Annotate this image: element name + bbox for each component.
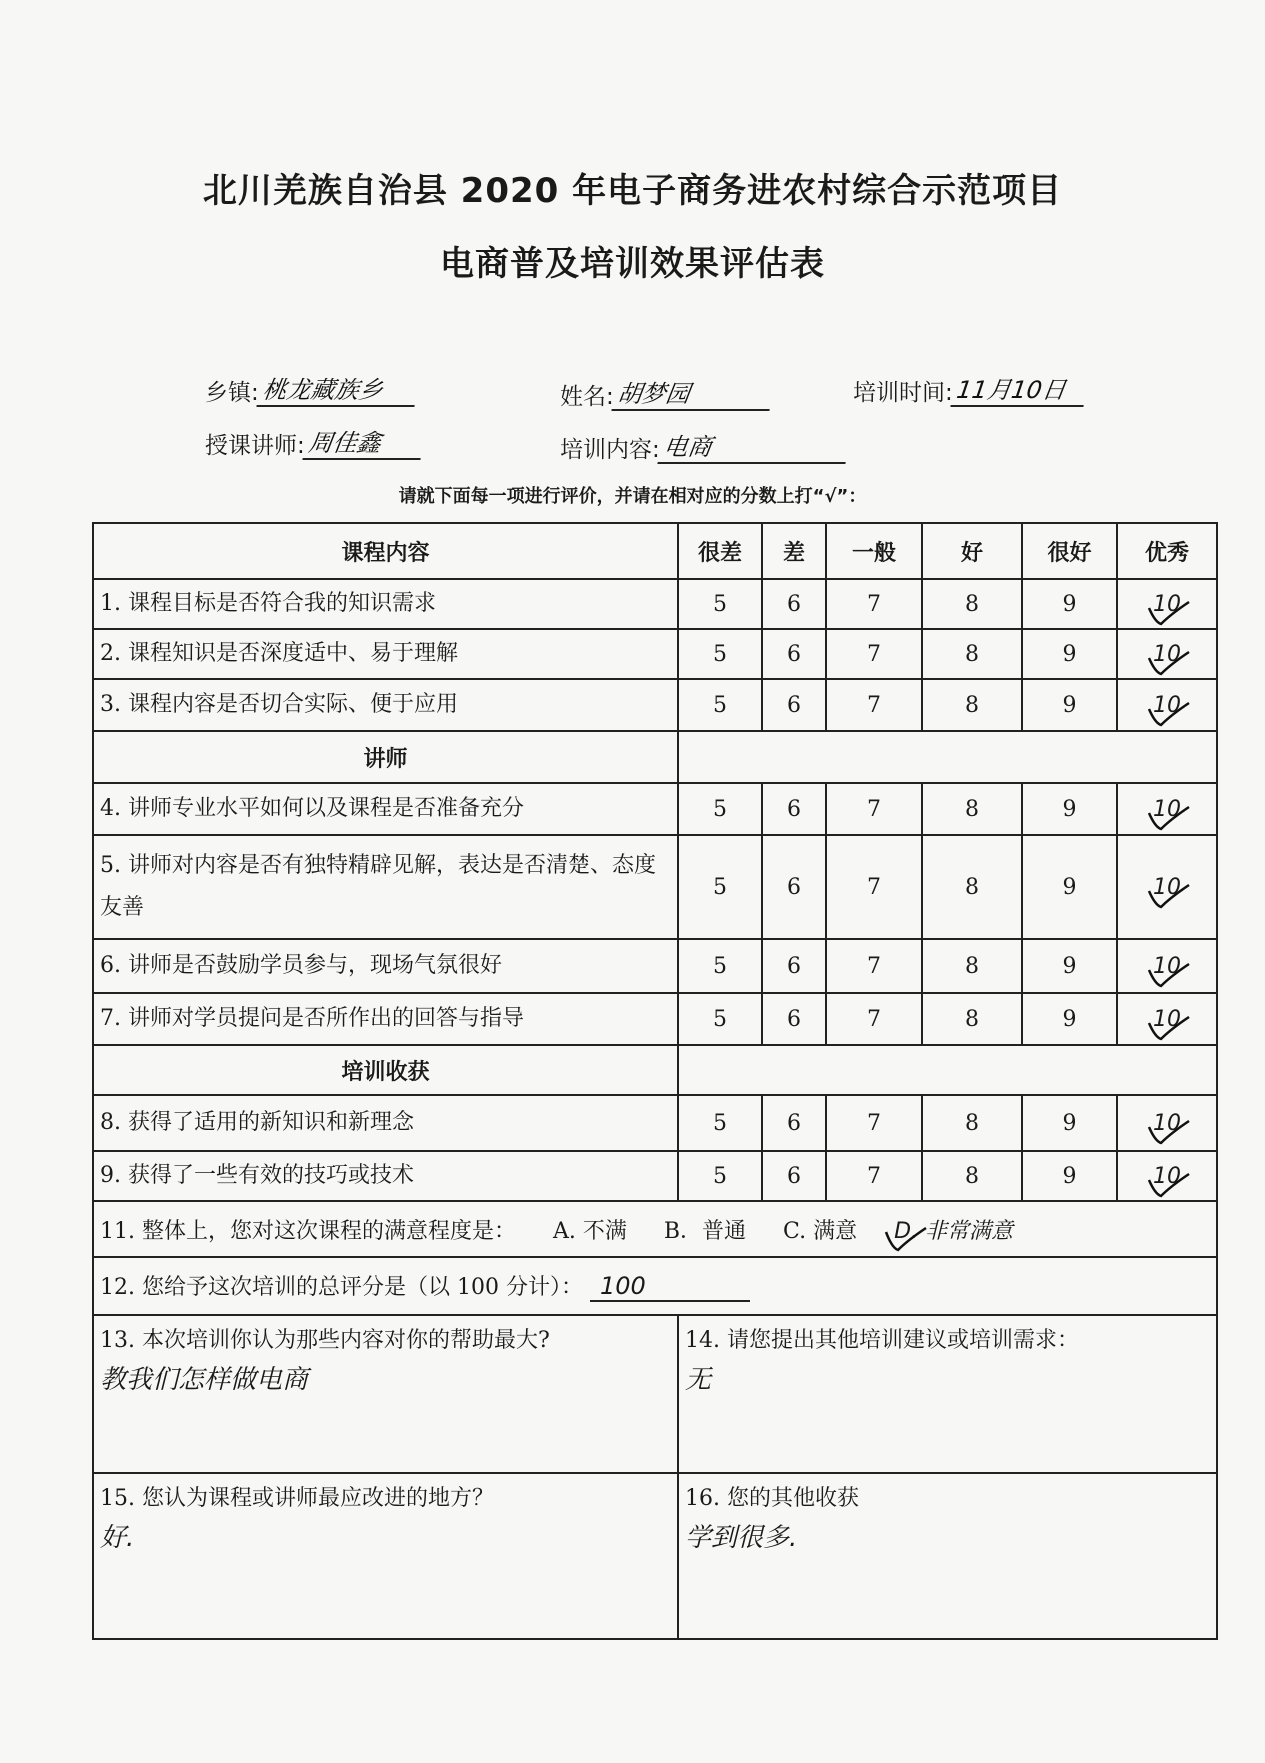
- score-option[interactable]: 7: [826, 1095, 922, 1151]
- form-title-line1: 北川羌族自治县 2020 年电子商务进农村综合示范项目: [202, 171, 1063, 211]
- name-label: 姓名:: [560, 384, 614, 410]
- tick-mark-icon: [1147, 883, 1191, 913]
- score-option[interactable]: 6: [762, 993, 826, 1045]
- section-row: [93, 731, 1217, 783]
- question-text: 7. 讲师对学员提问是否所作出的回答与指导: [93, 993, 678, 1045]
- teacher-field: [205, 423, 423, 460]
- question-text: 8. 获得了适用的新知识和新理念: [93, 1095, 678, 1151]
- score-option[interactable]: 6: [762, 579, 826, 629]
- name-value: 胡梦园: [611, 374, 774, 411]
- score-option[interactable]: 8: [922, 629, 1022, 679]
- q14-cell: [678, 1315, 1217, 1473]
- q15-answer[interactable]: 好.: [100, 1523, 135, 1553]
- score-value: 10: [1153, 1163, 1181, 1189]
- table-row: [93, 783, 1217, 835]
- option-d-label: D. 非常满意: [894, 1218, 1014, 1244]
- score-option[interactable]: 5: [678, 993, 762, 1045]
- option-a[interactable]: A. 不满: [552, 1218, 627, 1244]
- q13-cell: [93, 1315, 678, 1473]
- score-option[interactable]: 8: [922, 939, 1022, 993]
- teacher-value: 周佳鑫: [302, 423, 425, 460]
- score-option[interactable]: 6: [762, 783, 826, 835]
- q14-answer[interactable]: 无: [685, 1365, 712, 1395]
- score-option[interactable]: 8: [922, 579, 1022, 629]
- evaluation-table: [92, 522, 1218, 1640]
- town-label: 乡镇:: [205, 380, 259, 406]
- score-option[interactable]: 8: [922, 835, 1022, 939]
- score-option[interactable]: 7: [826, 783, 922, 835]
- score-option-checked[interactable]: [1117, 1151, 1217, 1201]
- header-very-poor: 很差: [678, 523, 762, 579]
- score-option[interactable]: 5: [678, 1095, 762, 1151]
- header-row: [93, 523, 1217, 579]
- q15-cell: [93, 1473, 678, 1639]
- header-good: 好: [922, 523, 1022, 579]
- table-row: [93, 679, 1217, 731]
- score-option[interactable]: 9: [1022, 679, 1117, 731]
- score-option-checked[interactable]: [1117, 993, 1217, 1045]
- tick-mark-icon: [884, 1226, 928, 1256]
- score-option[interactable]: 7: [826, 1151, 922, 1201]
- score-option[interactable]: 7: [826, 679, 922, 731]
- score-option[interactable]: 5: [678, 783, 762, 835]
- teacher-label: 授课讲师:: [205, 433, 305, 459]
- header-poor: 差: [762, 523, 826, 579]
- town-value: 桃龙藏族乡: [256, 370, 419, 407]
- header-excellent: 优秀: [1117, 523, 1217, 579]
- tick-mark-icon: [1147, 805, 1191, 835]
- town-field: [205, 370, 417, 407]
- score-option[interactable]: 6: [762, 1151, 826, 1201]
- section-row: [93, 1045, 1217, 1095]
- time-label: 培训时间:: [853, 380, 953, 406]
- score-option-checked[interactable]: [1117, 939, 1217, 993]
- score-option[interactable]: 6: [762, 1095, 826, 1151]
- score-option[interactable]: 9: [1022, 835, 1117, 939]
- time-value: 11月10日: [950, 370, 1088, 407]
- score-option[interactable]: 7: [826, 993, 922, 1045]
- instruction-text: 请就下面每一项进行评价，并请在相对应的分数上打“√”：: [398, 486, 867, 507]
- score-option[interactable]: 5: [678, 629, 762, 679]
- score-value: 10: [1153, 641, 1181, 667]
- score-value: 10: [1153, 692, 1181, 718]
- tick-mark-icon: [1147, 701, 1191, 731]
- score-option[interactable]: 9: [1022, 629, 1117, 679]
- score-value: 10: [1153, 796, 1181, 822]
- satisfaction-cell: [93, 1201, 1217, 1257]
- checkmark-icon: [1153, 592, 1181, 617]
- q13-answer[interactable]: 教我们怎样做电商: [100, 1365, 309, 1395]
- total-score-value[interactable]: 100: [590, 1272, 750, 1302]
- score-option[interactable]: 9: [1022, 1151, 1117, 1201]
- score-option[interactable]: 6: [762, 679, 826, 731]
- table-row: [93, 835, 1217, 939]
- table-row: [93, 1095, 1217, 1151]
- table-row: [93, 579, 1217, 629]
- score-option-checked[interactable]: [1117, 1095, 1217, 1151]
- option-b[interactable]: B．普通: [663, 1218, 747, 1244]
- tick-mark-icon: [1147, 1172, 1191, 1202]
- section-blank: [678, 731, 1217, 783]
- checkmark-icon: [1153, 875, 1181, 900]
- q15-label: 15. 您认为课程或讲师最应改进的地方？: [100, 1486, 494, 1511]
- score-option[interactable]: 8: [922, 1151, 1022, 1201]
- tick-mark-icon: [1147, 650, 1191, 680]
- content-label: 培训内容:: [560, 437, 660, 463]
- checkmark-icon: [1153, 642, 1181, 667]
- q12-label: 12. 您给予这次培训的总评分是（以 100 分计）：: [100, 1275, 583, 1300]
- score-option-checked[interactable]: [1117, 679, 1217, 731]
- score-option[interactable]: 9: [1022, 579, 1117, 629]
- content-field: [560, 427, 848, 464]
- score-value: 10: [1153, 1110, 1181, 1136]
- option-c[interactable]: C. 满意: [783, 1218, 858, 1244]
- score-value: 10: [1153, 874, 1181, 900]
- tick-mark-icon: [1147, 600, 1191, 630]
- score-option-checked[interactable]: [1117, 783, 1217, 835]
- table-row: [93, 1151, 1217, 1201]
- score-option-checked[interactable]: [1117, 579, 1217, 629]
- score-option[interactable]: 5: [678, 679, 762, 731]
- question-text: 3. 课程内容是否切合实际、便于应用: [93, 679, 678, 731]
- score-option[interactable]: 8: [922, 679, 1022, 731]
- question-text: 9. 获得了一些有效的技巧或技术: [93, 1151, 678, 1201]
- section-gain: 培训收获: [93, 1045, 678, 1095]
- header-average: 一般: [826, 523, 922, 579]
- question-text: 4. 讲师专业水平如何以及课程是否准备充分: [93, 783, 678, 835]
- q16-label: 16. 您的其他收获: [685, 1486, 859, 1511]
- section-blank: [678, 1045, 1217, 1095]
- score-option[interactable]: 5: [678, 835, 762, 939]
- question-text: 6. 讲师是否鼓励学员参与，现场气氛很好: [93, 939, 678, 993]
- table-row: [93, 629, 1217, 679]
- tick-mark-icon: [1147, 1119, 1191, 1149]
- checkmark-icon: [1153, 1007, 1181, 1032]
- open-question-row: [93, 1473, 1217, 1639]
- checkmark-icon: [1153, 797, 1181, 822]
- open-question-row: [93, 1315, 1217, 1473]
- q16-cell: [678, 1473, 1217, 1639]
- checkmark-icon: [1153, 693, 1181, 718]
- header-very-good: 很好: [1022, 523, 1117, 579]
- score-option[interactable]: 5: [678, 579, 762, 629]
- score-option[interactable]: 7: [826, 835, 922, 939]
- question-text: 1. 课程目标是否符合我的知识需求: [93, 579, 678, 629]
- checkmark-icon: [1153, 1164, 1181, 1189]
- satisfaction-row: [93, 1201, 1217, 1257]
- q11-label: 11. 整体上，您对这次课程的满意程度是：: [100, 1218, 516, 1244]
- score-option[interactable]: 6: [762, 939, 826, 993]
- score-value: 10: [1153, 1006, 1181, 1032]
- score-option[interactable]: 5: [678, 939, 762, 993]
- form-title-line2: 电商普及培训效果评估表: [440, 244, 825, 284]
- total-score-cell: [93, 1257, 1217, 1315]
- question-text: 2. 课程知识是否深度适中、易于理解: [93, 629, 678, 679]
- time-field: [853, 370, 1086, 407]
- score-option[interactable]: 7: [826, 579, 922, 629]
- score-option-checked[interactable]: [1117, 835, 1217, 939]
- score-option[interactable]: 8: [922, 1095, 1022, 1151]
- score-option[interactable]: 6: [762, 629, 826, 679]
- score-option[interactable]: 9: [1022, 993, 1117, 1045]
- score-value: 10: [1153, 953, 1181, 979]
- score-option[interactable]: 6: [762, 835, 826, 939]
- header-course-content: 课程内容: [93, 523, 678, 579]
- checkmark-icon: [1153, 954, 1181, 979]
- table-row: [93, 939, 1217, 993]
- score-option[interactable]: 5: [678, 1151, 762, 1201]
- option-d-checked[interactable]: [894, 1214, 1013, 1245]
- q13-label: 13. 本次培训你认为那些内容对你的帮助最大?: [100, 1328, 550, 1353]
- score-option[interactable]: 9: [1022, 1095, 1117, 1151]
- total-score-row: [93, 1257, 1217, 1315]
- score-option[interactable]: 8: [922, 783, 1022, 835]
- score-option-checked[interactable]: [1117, 629, 1217, 679]
- score-option[interactable]: 9: [1022, 783, 1117, 835]
- score-value: 10: [1153, 591, 1181, 617]
- score-option[interactable]: 8: [922, 993, 1022, 1045]
- score-option[interactable]: 7: [826, 939, 922, 993]
- question-text: 5. 讲师对内容是否有独特精辟见解，表达是否清楚、态度友善: [93, 835, 678, 939]
- table-row: [93, 993, 1217, 1045]
- tick-mark-icon: [1147, 1015, 1191, 1045]
- q14-label: 14. 请您提出其他培训建议或培训需求：: [685, 1328, 1079, 1353]
- content-value: 电商: [657, 427, 850, 464]
- score-option[interactable]: 7: [826, 629, 922, 679]
- name-field: [560, 374, 772, 411]
- section-teacher: 讲师: [93, 731, 678, 783]
- q16-answer[interactable]: 学到很多.: [685, 1523, 798, 1553]
- score-option[interactable]: 9: [1022, 939, 1117, 993]
- checkmark-icon: [1153, 1111, 1181, 1136]
- tick-mark-icon: [1147, 962, 1191, 992]
